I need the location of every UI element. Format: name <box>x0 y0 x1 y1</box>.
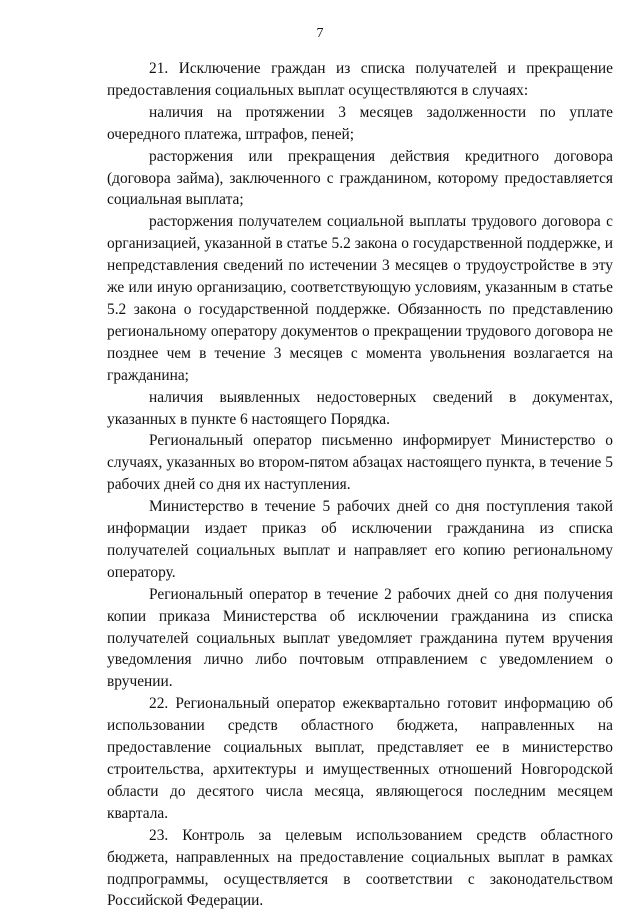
page-number: 7 <box>316 26 324 41</box>
paragraph-debt-condition: наличия на протяжении 3 месяцев задолженности по уплате очередного платежа, штрафов, пеней; <box>107 103 613 143</box>
paragraph-false-info-condition: наличия выявленных недостоверных сведений в документах, указанных в пункте 6 настоящего Порядка. <box>107 388 613 428</box>
paragraph-22-quarterly-report: 22. Региональный оператор ежеквартально готовит информацию об использовании средств областного бюджета, направленных на предоставление социальных выплат, представляет ее в министерство строительства, архитектуры и имущественных отношений Новгородской области до десятого числа месяца, являющегося последним месяцем квартала. <box>107 695 613 822</box>
paragraph-credit-contract-condition: расторжения или прекращения действия кредитного договора (договора займа), заключенного с гражданином, которому предоставляется социальная выплата; <box>107 147 613 209</box>
paragraph-21-intro: 21. Исключение граждан из списка получателей и прекращение предоставления социальных выплат осуществляются в случаях: <box>107 60 613 99</box>
paragraph-ministry-order: Министерство в течение 5 рабочих дней со дня поступления такой информации издает приказ об исключении гражданина из списка получателей социальных выплат и направляет его копию региональному оператору. <box>107 498 613 581</box>
paragraph-23-control: 23. Контроль за целевым использованием средств областного бюджета, направленных на предоставление социальных выплат в рамках подпрограммы, осуществляется в соответствии с законодательством Российской Федерации. <box>107 826 613 910</box>
document-body <box>107 58 613 912</box>
paragraph-employment-condition: расторжения получателем социальной выплаты трудового договора с организацией, указанной в статье 5.2 закона о государственной поддержке, и непредставления сведений по истечении 3 месяцев о трудоустройстве в эту же или иную организацию, соответствующую условиям, указанным в статье 5.2 закона о государственной поддержке. Обязанность по представлению региональному оператору документов о прекращении трудового договора не позднее чем в течение 3 месяцев с момента увольнения возлагается на гражданина; <box>107 213 613 384</box>
paragraph-citizen-notification: Региональный оператор в течение 2 рабочих дней со дня получения копии приказа Министерства об исключении гражданина из списка получателей социальных выплат уведомляет гражданина путем вручения уведомления лично либо почтовым отправлением с уведомлением о вручении. <box>107 585 613 691</box>
paragraph-operator-informs: Региональный оператор письменно информирует Министерство о случаях, указанных во втором-пятом абзацах настоящего пункта, в течение 5 рабочих дней со дня их наступления. <box>107 432 613 494</box>
